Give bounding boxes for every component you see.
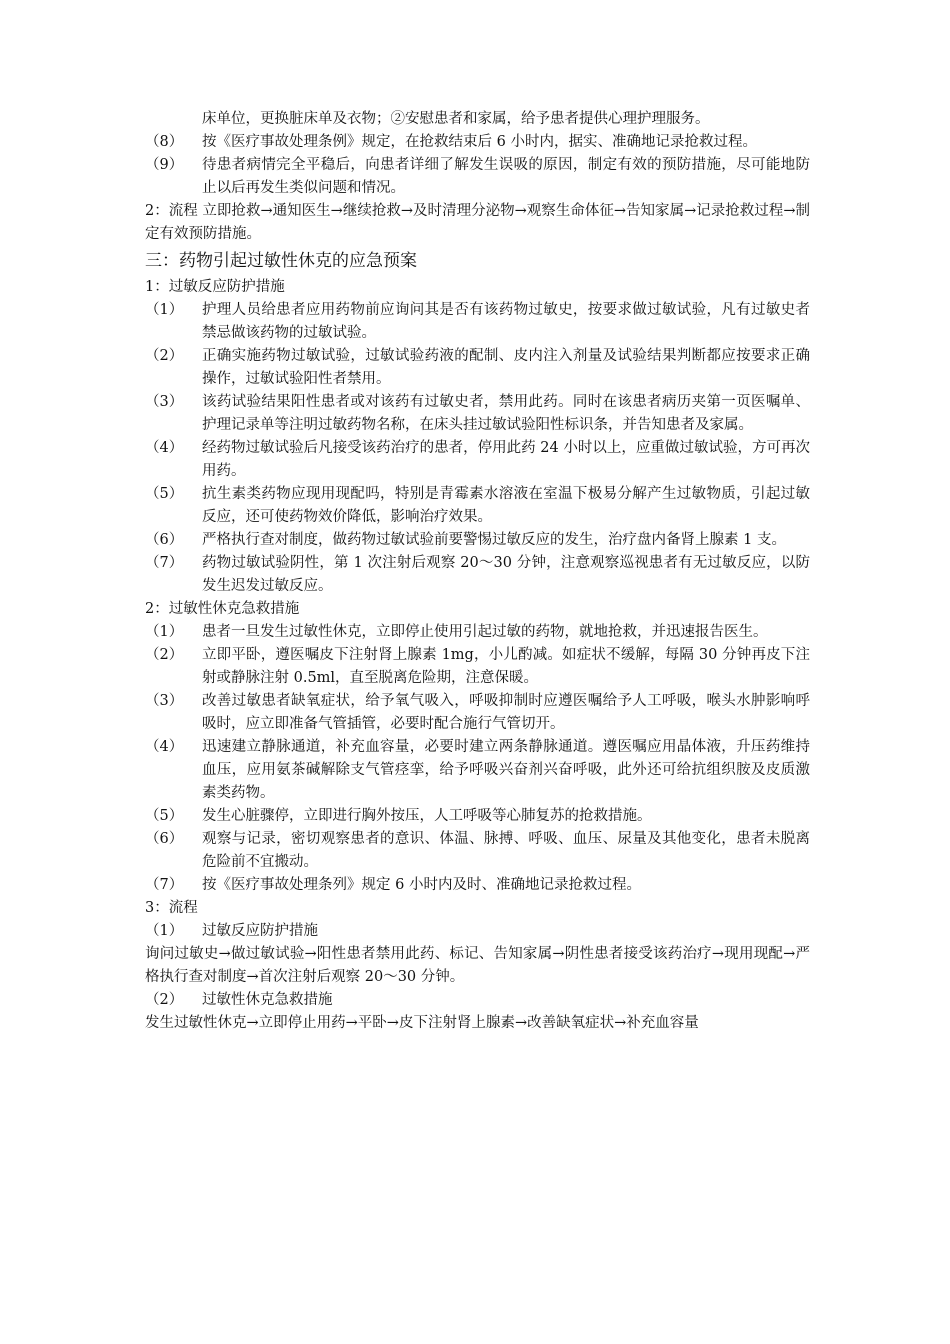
item-number: （3） xyxy=(145,394,184,410)
item-text: 护理人员给患者应用药物前应询问其是否有该药物过敏史，按要求做过敏试验，凡有过敏史者禁忌做该药物的过敏试验。 xyxy=(202,302,810,341)
item-number: （1） xyxy=(145,302,184,318)
list-item xyxy=(145,529,810,552)
list-item xyxy=(145,299,810,345)
flow-a-heading xyxy=(145,920,810,943)
list-item xyxy=(145,621,810,644)
item-text: 迅速建立静脉通道，补充血容量，必要时建立两条静脉通道。遵医嘱应用晶体液，升压药维持血压，应用氨茶碱解除支气管痉挛，给予呼吸兴奋剂兴奋呼吸，此外还可给抗组织胺及皮质激素类药物。 xyxy=(202,739,810,801)
list-item xyxy=(145,690,810,736)
item-number: （1） xyxy=(145,923,184,939)
item-text: 抗生素类药物应现用现配吗，特别是青霉素水溶液在室温下极易分解产生过敏物质，引起过敏反应，还可使药物效价降低，影响治疗效果。 xyxy=(202,486,810,525)
item-number: （2） xyxy=(145,992,184,1008)
section3-heading: 三：药物引起过敏性休克的应急预案 xyxy=(145,251,417,271)
flow-a-label: 过敏反应防护措施 xyxy=(202,923,318,939)
sub2-item-list xyxy=(145,621,810,897)
list-item xyxy=(145,437,810,483)
item-number: （4） xyxy=(145,739,184,755)
document-page xyxy=(145,108,810,1035)
item-text: 发生心脏骤停，立即进行胸外按压，人工呼吸等心肺复苏的抢救措施。 xyxy=(202,808,652,824)
item-number: （9） xyxy=(145,157,184,173)
item-number: （1） xyxy=(145,624,184,640)
sub1-item-list xyxy=(145,299,810,598)
list-item xyxy=(145,483,810,529)
item-text: 药物过敏试验阴性，第 1 次注射后观察 20～30 分钟，注意观察巡视患者有无过敏反应，以防发生迟发过敏反应。 xyxy=(202,555,810,594)
flow-b-label: 过敏性休克急救措施 xyxy=(202,992,333,1008)
list-item xyxy=(145,644,810,690)
item-number: （8） xyxy=(145,134,184,150)
item-text: 经药物过敏试验后凡接受该药治疗的患者，停用此药 24 小时以上，应重做过敏试验，方可再次用药。 xyxy=(202,440,810,479)
item-text: 严格执行查对制度，做药物过敏试验前要警惕过敏反应的发生，治疗盘内备肾上腺素 1 支。 xyxy=(202,532,786,548)
section2-item-list xyxy=(145,131,810,200)
item-number: （7） xyxy=(145,555,184,571)
list-item xyxy=(145,154,810,200)
list-item xyxy=(145,552,810,598)
item-text: 按《医疗事故处理条例》规定，在抢救结束后 6 小时内，据实、准确地记录抢救过程。 xyxy=(202,134,757,150)
item-text: 改善过敏患者缺氧症状，给予氧气吸入，呼吸抑制时应遵医嘱给予人工呼吸，喉头水肿影响呼吸时，应立即准备气管插管，必要时配合施行气管切开。 xyxy=(202,693,810,732)
item-number: （4） xyxy=(145,440,184,456)
item-number: （2） xyxy=(145,647,184,663)
sub1-heading: 1：过敏反应防护措施 xyxy=(145,279,285,295)
item-number: （5） xyxy=(145,808,184,824)
list-item xyxy=(145,131,810,154)
item-number: （2） xyxy=(145,348,184,364)
item-text: 该药试验结果阳性患者或对该药有过敏史者，禁用此药。同时在该患者病历夹第一页医嘱单、护理记录单等注明过敏药物名称，在床头挂过敏试验阳性标识条，并告知患者及家属。 xyxy=(202,394,810,433)
flow-b-paragraph: 发生过敏性休克→立即停止用药→平卧→皮下注射肾上腺素→改善缺氧症状→补充血容量 xyxy=(145,1015,699,1031)
item-text: 患者一旦发生过敏性休克，立即停止使用引起过敏的药物，就地抢救，并迅速报告医生。 xyxy=(202,624,768,640)
sub2-heading: 2：过敏性休克急救措施 xyxy=(145,601,300,617)
flow-a-paragraph: 询问过敏史→做过敏试验→阳性患者禁用此药、标记、告知家属→阴性患者接受该药治疗→现用现配→严格执行查对制度→首次注射后观察 20～30 分钟。 xyxy=(145,946,810,985)
flow2-paragraph: 2：流程 立即抢救→通知医生→继续抢救→及时清理分泌物→观察生命体征→告知家属→记录抢救过程→制定有效预防措施。 xyxy=(145,203,810,242)
item-number: （6） xyxy=(145,532,184,548)
list-item xyxy=(145,874,810,897)
item-number: （3） xyxy=(145,693,184,709)
list-item xyxy=(145,391,810,437)
item-number: （7） xyxy=(145,877,184,893)
item-text: 待患者病情完全平稳后，向患者详细了解发生误吸的原因，制定有效的预防措施，尽可能地防止以后再发生类似问题和情况。 xyxy=(202,157,810,196)
sub3-heading: 3：流程 xyxy=(145,900,198,916)
flow-b-heading xyxy=(145,989,810,1012)
continued-paragraph: 床单位，更换脏床单及衣物；②安慰患者和家属，给予患者提供心理护理服务。 xyxy=(202,111,710,127)
item-text: 正确实施药物过敏试验，过敏试验药液的配制、皮内注入剂量及试验结果判断都应按要求正确操作，过敏试验阳性者禁用。 xyxy=(202,348,810,387)
list-item xyxy=(145,736,810,805)
list-item xyxy=(145,805,810,828)
item-text: 立即平卧，遵医嘱皮下注射肾上腺素 1mg，小儿酌减。如症状不缓解，每隔 30 分钟再皮下注射或静脉注射 0.5ml，直至脱离危险期，注意保暖。 xyxy=(202,647,810,686)
list-item xyxy=(145,828,810,874)
item-text: 按《医疗事故处理条列》规定 6 小时内及时、准确地记录抢救过程。 xyxy=(202,877,641,893)
item-text: 观察与记录，密切观察患者的意识、体温、脉搏、呼吸、血压、尿量及其他变化，患者未脱离危险前不宜搬动。 xyxy=(202,831,810,870)
item-number: （5） xyxy=(145,486,184,502)
item-number: （6） xyxy=(145,831,184,847)
list-item xyxy=(145,345,810,391)
